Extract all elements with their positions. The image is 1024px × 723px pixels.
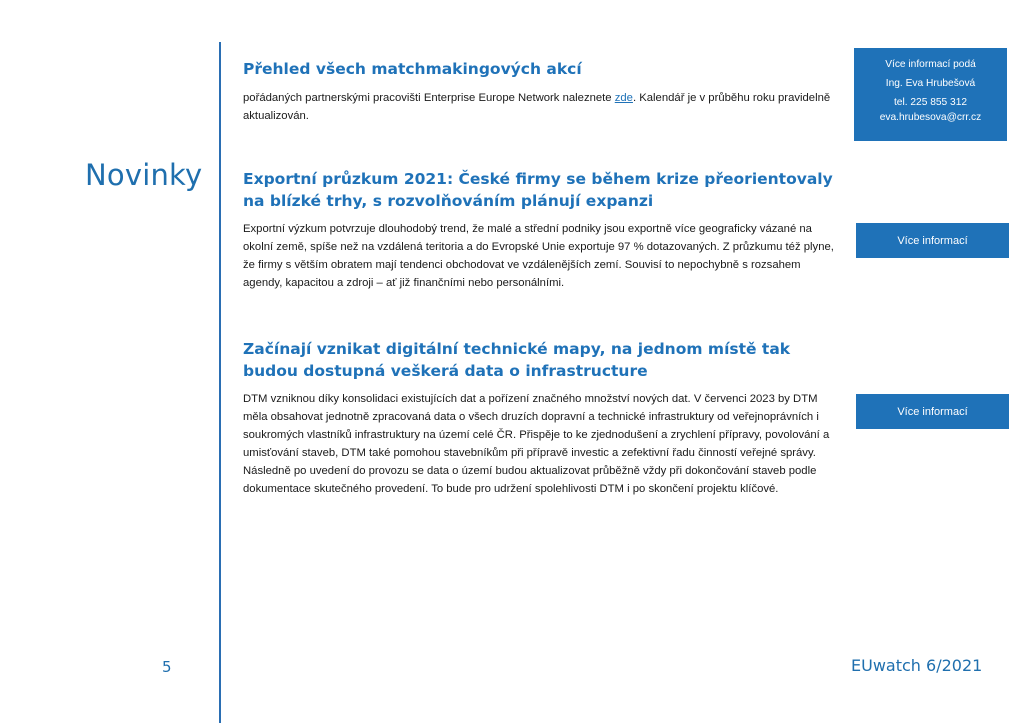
contact-email[interactable]: eva.hrubesova@crr.cz (879, 112, 982, 123)
contact-name: Ing. Eva Hrubešová (885, 78, 976, 89)
contact-heading: Více informací podá (885, 59, 976, 70)
article-body: DTM vzniknou díky konsolidaci existujících dat a pořízení značného množství nových dat. V červenci 2023 by DTM měla obsahovat jednotně zpracovaná data o všech druzích dopravní a technické infrastruktury od veřejnoprávních i soukromých vlastníků infrastruktury na území celé ČR. Přispěje to ke zjednodušení a zrychlení přípravy, povolování a umisťování staveb, DTM také pomohou stavebníkům při přípravě investic a zefektivní řadu činností veřejné správy. Následně po uvedení do provozu se data o území budou aktualizovat průběžně vždy při dokončování staveb podle dokumentace skutečného provedení. To bude pro udržení spolehlivosti DTM i po skončení projektu klíčové. (243, 393, 830, 495)
calendar-link[interactable]: zde (614, 92, 633, 104)
more-info-button-maps[interactable]: Více informací (856, 394, 1009, 429)
vertical-divider (219, 42, 221, 723)
article-title: Začínají vznikat digitální technické mapy, na jednom místě tak budou dostupná veškerá data o infrastructure (243, 340, 791, 380)
contact-phone: tel. 225 855 312 (893, 97, 968, 108)
article-body-text-end: . Kalendář je v průběhu roku pravidelně aktualizován. (243, 92, 831, 122)
article-digital-maps (243, 338, 835, 498)
article-body: Exportní výzkum potvrzuje dlouhodobý trend, že malé a střední podniky jsou exportně více geograficky vázané na okolní země, spíše než na vzdálená teritoria a do Evropské Unie exportuje 97 % dotazovaných. Z průzkumu též plyne, že firmy s větším obratem mají tendenci obchodovat ve vzdálenějších zemí. Souvisí to nepochybně s rozsahem agendy, kapacitou a zdroji – ať již finančními nebo personálními. (243, 223, 834, 289)
issue-label: EUwatch 6/2021 (851, 656, 983, 675)
article-title: Exportní průzkum 2021: České firmy se během krize přeorientovaly na blízké trhy, s rozvolňováním plánují expanzi (243, 170, 833, 210)
article-body-text: pořádaných partnerskými pracovišti Enterprise Europe Network naleznete (243, 92, 615, 104)
article-title: Přehled všech matchmakingových akcí (243, 60, 582, 78)
contact-info-box (854, 48, 1007, 141)
article-body (243, 89, 835, 125)
section-label: Novinky (85, 158, 203, 192)
page-number: 5 (162, 658, 172, 676)
article-export-survey (243, 168, 835, 292)
more-info-button-export[interactable]: Více informací (856, 223, 1009, 258)
article-matchmaking (243, 58, 835, 125)
